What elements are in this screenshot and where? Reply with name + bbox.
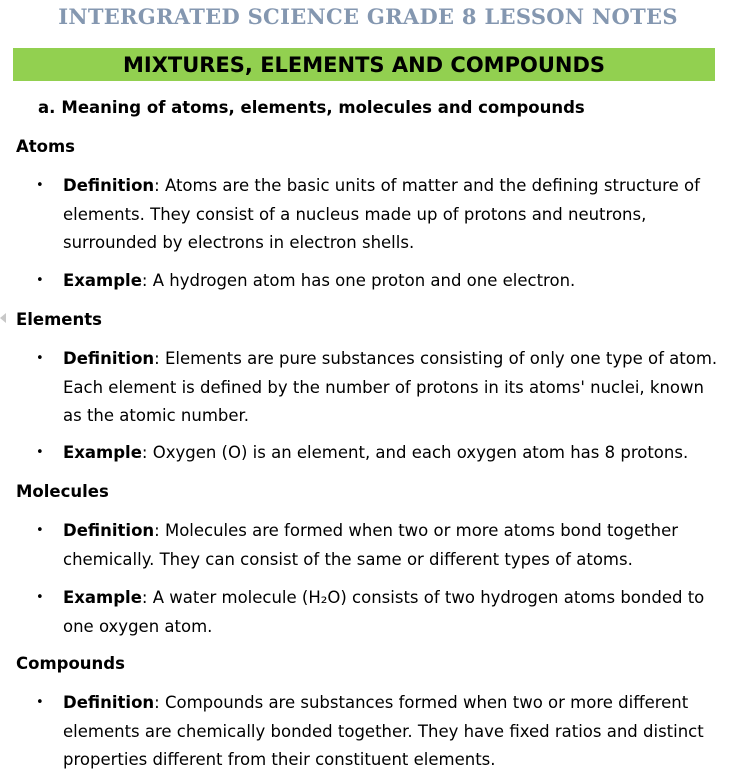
elements-example (36, 439, 723, 468)
compounds-definition (36, 689, 723, 775)
bullet-dot-icon: • (36, 273, 44, 288)
section-title-compounds: Compounds (16, 654, 125, 673)
example-label: Example (63, 271, 142, 290)
definition-text: : Atoms are the basic units of matter and the defining structure of elements. They consist of a nucleus made up of protons and neutrons, surrounded by electrons in electron shells. (63, 176, 700, 252)
example-label: Example (63, 588, 142, 607)
example-text: : A hydrogen atom has one proton and one electron. (141, 271, 576, 290)
subheading-marker: a. (38, 98, 56, 117)
lesson-title: MIXTURES, ELEMENTS AND COMPOUNDS (122, 52, 605, 77)
definition-text: : Compounds are substances formed when two or more different elements are chemically bonded together. They have fixed ratios and distinct properties different from their constituent elements. (63, 693, 704, 769)
atoms-example (36, 267, 723, 296)
bullet-dot-icon: • (36, 590, 44, 605)
elements-definition (36, 345, 723, 431)
definition-label: Definition (63, 521, 155, 540)
molecules-example (36, 584, 723, 641)
bullet-dot-icon: • (36, 523, 44, 538)
definition-text: : Elements are pure substances consisting of only one type of atom. Each element is defined by the number of protons in its atoms' nuclei, known as the atomic number. (63, 349, 718, 425)
bullet-dot-icon: • (36, 695, 44, 710)
section-title-molecules: Molecules (16, 482, 109, 501)
bullet-dot-icon: • (36, 351, 44, 366)
lesson-title-banner (13, 48, 715, 81)
molecules-definition (36, 517, 723, 574)
definition-label: Definition (63, 693, 155, 712)
page-header: INTERGRATED SCIENCE GRADE 8 LESSON NOTES (58, 4, 678, 29)
definition-label: Definition (63, 176, 155, 195)
section-title-elements: Elements (16, 310, 102, 329)
subheading-text: Meaning of atoms, elements, molecules and compounds (61, 98, 585, 117)
bullet-dot-icon: • (36, 445, 44, 460)
example-text: : A water molecule (H₂O) consists of two hydrogen atoms bonded to one oxygen atom. (63, 588, 705, 636)
definition-label: Definition (63, 349, 155, 368)
example-text: : Oxygen (O) is an element, and each oxygen atom has 8 protons. (141, 443, 689, 462)
example-label: Example (63, 443, 142, 462)
subheading (38, 98, 585, 117)
definition-text: : Molecules are formed when two or more atoms bond together chemically. They can consist of the same or different types of atoms. (63, 521, 679, 569)
atoms-definition (36, 172, 723, 258)
margin-marker-icon (0, 313, 6, 323)
section-title-atoms: Atoms (16, 137, 76, 156)
bullet-dot-icon: • (36, 178, 44, 193)
